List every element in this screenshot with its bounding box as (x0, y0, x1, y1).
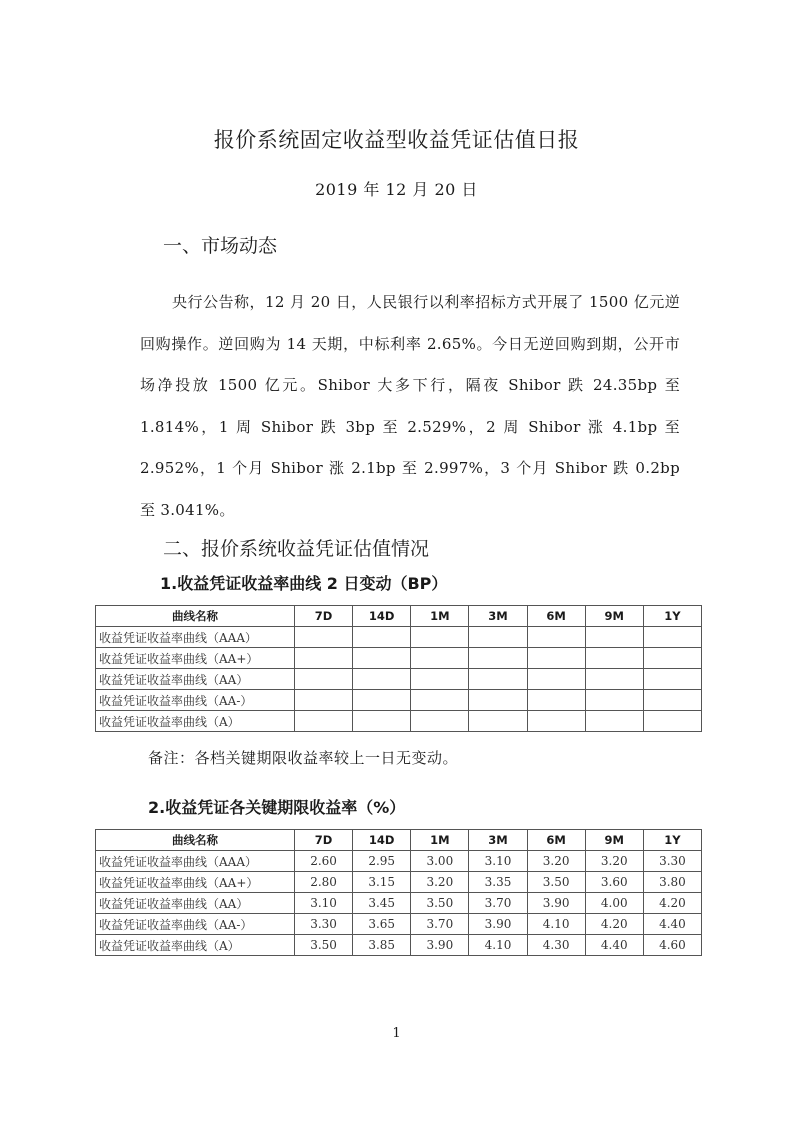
header-cell: 1Y (643, 830, 701, 851)
value-cell (353, 711, 411, 732)
section-heading-valuation: 二、报价系统收益凭证估值情况 (163, 538, 430, 560)
value-cell: 2.60 (295, 851, 353, 872)
value-cell (469, 627, 527, 648)
value-cell: 4.00 (585, 893, 643, 914)
value-cell: 2.80 (295, 872, 353, 893)
value-cell (527, 627, 585, 648)
value-cell (411, 669, 469, 690)
value-cell (527, 669, 585, 690)
header-cell: 1Y (643, 606, 701, 627)
header-cell: 3M (469, 606, 527, 627)
value-cell: 4.40 (585, 935, 643, 956)
header-cell: 3M (469, 830, 527, 851)
table-row (96, 914, 702, 935)
section-heading-market: 一、市场动态 (163, 235, 278, 257)
market-paragraph: 央行公告称，12 月 20 日，人民银行以利率招标方式开展了 1500 亿元逆回购操作。逆回购为 14 天期，中标利率 2.65%。今日无逆回购到期，公开市场净投放 1500 亿元。Shibor 大多下行，隔夜 Shibor 跌 24.35bp 至 1.814%，1 周 Shibor 跌 3bp 至 2.529%，2 周 Shibor 涨 4.1bp 至 2.952%，1 个月 Shibor 涨 2.1bp 至 2.997%，3 个月 Shibor 跌 0.2bp 至 3.041%。 (140, 293, 680, 519)
table-row (96, 669, 702, 690)
value-cell (527, 690, 585, 711)
value-cell (643, 627, 701, 648)
header-cell: 9M (585, 830, 643, 851)
value-cell: 3.50 (527, 872, 585, 893)
curve-name-cell: 收益凭证收益率曲线（A） (96, 935, 295, 956)
value-cell: 3.20 (411, 872, 469, 893)
document-title: 报价系统固定收益型收益凭证估值日报 (213, 128, 580, 152)
value-cell (469, 690, 527, 711)
value-cell: 3.35 (469, 872, 527, 893)
curve-name-cell: 收益凭证收益率曲线（AAA） (96, 627, 295, 648)
value-cell (353, 648, 411, 669)
header-cell: 曲线名称 (96, 606, 295, 627)
value-cell (411, 690, 469, 711)
value-cell (295, 690, 353, 711)
value-cell: 3.70 (411, 914, 469, 935)
value-cell: 2.95 (353, 851, 411, 872)
curve-name-cell: 收益凭证收益率曲线（AA+） (96, 648, 295, 669)
report-date: 2019 年 12 月 20 日 (315, 180, 478, 199)
value-cell: 3.50 (411, 893, 469, 914)
value-cell (643, 669, 701, 690)
curve-name-cell: 收益凭证收益率曲线（AAA） (96, 851, 295, 872)
value-cell (469, 711, 527, 732)
header-cell: 1M (411, 606, 469, 627)
table-header-row (96, 830, 702, 851)
header-cell: 曲线名称 (96, 830, 295, 851)
header-cell: 9M (585, 606, 643, 627)
value-cell (295, 669, 353, 690)
value-cell: 3.90 (527, 893, 585, 914)
value-cell: 4.60 (643, 935, 701, 956)
value-cell: 3.65 (353, 914, 411, 935)
value-cell: 3.15 (353, 872, 411, 893)
value-cell (643, 648, 701, 669)
value-cell (353, 669, 411, 690)
table2-caption: 2.收益凭证各关键期限收益率（%） (148, 798, 406, 817)
table-row (96, 711, 702, 732)
value-cell: 3.90 (411, 935, 469, 956)
value-cell: 3.10 (295, 893, 353, 914)
header-cell: 14D (353, 606, 411, 627)
page-number: 1 (392, 1026, 401, 1041)
value-cell (585, 627, 643, 648)
curve-name-cell: 收益凭证收益率曲线（AA） (96, 669, 295, 690)
header-cell: 14D (353, 830, 411, 851)
value-cell: 3.30 (295, 914, 353, 935)
curve-name-cell: 收益凭证收益率曲线（AA） (96, 893, 295, 914)
value-cell: 4.20 (643, 893, 701, 914)
value-cell: 3.80 (643, 872, 701, 893)
table-header-row (96, 606, 702, 627)
value-cell (527, 648, 585, 669)
value-cell (295, 711, 353, 732)
value-cell (643, 711, 701, 732)
yield-table (95, 829, 702, 956)
header-cell: 6M (527, 830, 585, 851)
header-cell: 7D (295, 830, 353, 851)
value-cell (585, 690, 643, 711)
value-cell: 3.60 (585, 872, 643, 893)
value-cell (353, 627, 411, 648)
value-cell: 4.10 (527, 914, 585, 935)
table-row (96, 893, 702, 914)
value-cell: 3.70 (469, 893, 527, 914)
value-cell: 3.90 (469, 914, 527, 935)
value-cell: 3.50 (295, 935, 353, 956)
header-cell: 7D (295, 606, 353, 627)
value-cell (469, 648, 527, 669)
value-cell: 4.30 (527, 935, 585, 956)
table-row (96, 627, 702, 648)
value-cell (585, 669, 643, 690)
table-row (96, 935, 702, 956)
value-cell: 4.10 (469, 935, 527, 956)
header-cell: 1M (411, 830, 469, 851)
value-cell: 3.30 (643, 851, 701, 872)
bp-change-table (95, 605, 702, 732)
value-cell (469, 669, 527, 690)
table-row (96, 851, 702, 872)
value-cell: 3.45 (353, 893, 411, 914)
table-row (96, 690, 702, 711)
value-cell: 3.20 (585, 851, 643, 872)
curve-name-cell: 收益凭证收益率曲线（A） (96, 711, 295, 732)
table-row (96, 648, 702, 669)
header-cell: 6M (527, 606, 585, 627)
value-cell (411, 627, 469, 648)
table1-note: 备注：各档关键期限收益率较上一日无变动。 (148, 749, 459, 767)
curve-name-cell: 收益凭证收益率曲线（AA-） (96, 914, 295, 935)
value-cell (295, 627, 353, 648)
value-cell (643, 690, 701, 711)
value-cell: 3.10 (469, 851, 527, 872)
value-cell: 3.20 (527, 851, 585, 872)
value-cell (585, 648, 643, 669)
value-cell: 3.00 (411, 851, 469, 872)
value-cell (527, 711, 585, 732)
value-cell (295, 648, 353, 669)
value-cell: 3.85 (353, 935, 411, 956)
value-cell (353, 690, 411, 711)
table1-caption: 1.收益凭证收益率曲线 2 日变动（BP） (160, 574, 448, 593)
curve-name-cell: 收益凭证收益率曲线（AA+） (96, 872, 295, 893)
value-cell (585, 711, 643, 732)
curve-name-cell: 收益凭证收益率曲线（AA-） (96, 690, 295, 711)
value-cell: 4.40 (643, 914, 701, 935)
value-cell: 4.20 (585, 914, 643, 935)
table-row (96, 872, 702, 893)
value-cell (411, 711, 469, 732)
value-cell (411, 648, 469, 669)
